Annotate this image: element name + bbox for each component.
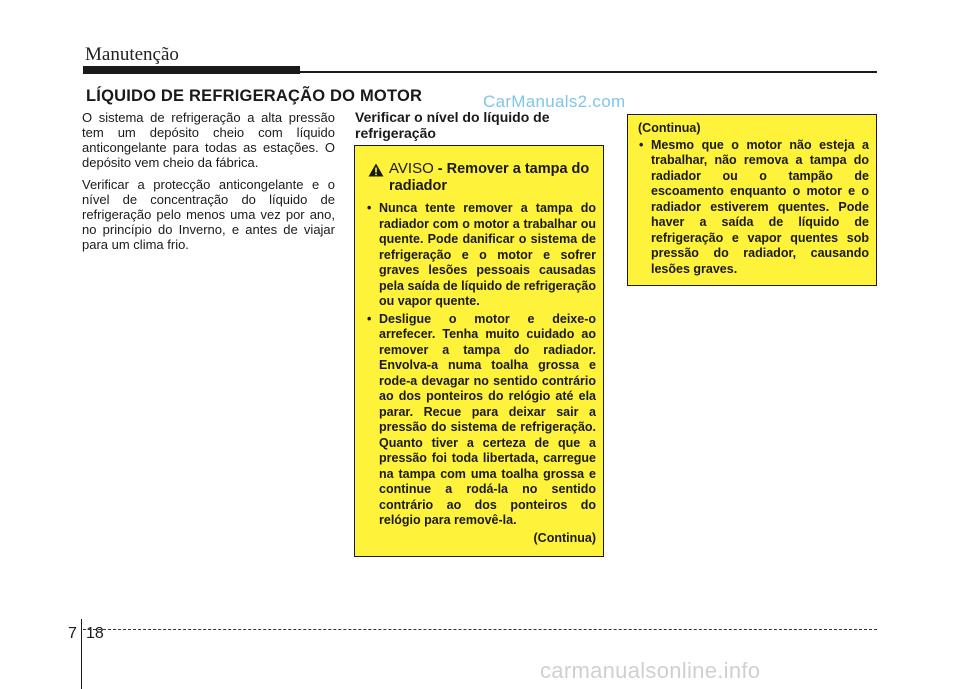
header-bar (83, 66, 300, 74)
page-number: 18 (86, 625, 104, 642)
chapter-number: 7 (68, 625, 77, 642)
warning-header (366, 160, 596, 195)
intro-text (82, 110, 335, 259)
intro-paragraph: Verificar a protecção anticongelante e o nível de concentração do líquido de refrigeração pelo menos uma vez por ano, no princípio do Inverno, e antes de viajar para um clima frio. (82, 177, 335, 252)
continued-header: (Continua) (638, 121, 701, 135)
section-title: LÍQUIDO DE REFRIGERAÇÃO DO MOTOR (86, 87, 423, 105)
warning-title-text: - Remover a tampa do radiador (389, 161, 590, 194)
continued-bullet: • Mesmo que o motor não esteja a trabalhar, não remova a tampa do radiador ou o tampão de escoamento enquanto o motor e o radiador estiverem quentes. Pode haver a saída de líquido de refrigeração e vapor quentes sob pressão do radiador, causando lesões graves. (638, 138, 869, 278)
intro-paragraph: O sistema de refrigeração a alta pressão tem um depósito cheio com líquido anticongelante para todas as estações. O depósito vem cheio da fábrica. (82, 110, 335, 170)
footer-divider (81, 619, 82, 689)
warning-triangle-icon (368, 163, 384, 177)
continued-warning-box (627, 114, 877, 286)
warning-list (366, 201, 596, 529)
continued-list (638, 138, 869, 278)
warning-title (389, 160, 596, 195)
watermark-bottom: carmanualsonline.info (540, 658, 761, 683)
watermark-top: CarManuals2.com (483, 92, 626, 111)
warning-label: AVISO (389, 160, 434, 177)
warning-bullet: • Nunca tente remover a tampa do radiador com o motor a trabalhar ou quente. Pode danificar o sistema de refrigeração e o motor e sofrer graves lesões pessoais causadas pela saída de líquido de refrigeração ou vapor quente. (366, 201, 596, 310)
footer-rule (83, 629, 877, 630)
page-header-title: Manutenção (85, 44, 179, 65)
continued-label: (Continua) (533, 530, 596, 545)
warning-box (354, 145, 604, 557)
warning-bullet: • Desligue o motor e deixe-o arrefecer. Tenha muito cuidado ao remover a tampa do radiador. Envolva-a numa toalha grossa e rode-a devagar no sentido contrário ao dos ponteiros do relógio até ela parar. Recue para deixar sair a pressão do sistema de refrigeração. Quanto tiver a certeza de que a pressão foi toda libertada, carregue na tampa com uma toalha grossa e continue a rodá-la no sentido contrário ao dos ponteiros do relógio para removê-la. (366, 312, 596, 529)
subsection-title: Verificar o nível do líquido de refrigeração (355, 109, 550, 141)
header-rule (300, 71, 877, 73)
